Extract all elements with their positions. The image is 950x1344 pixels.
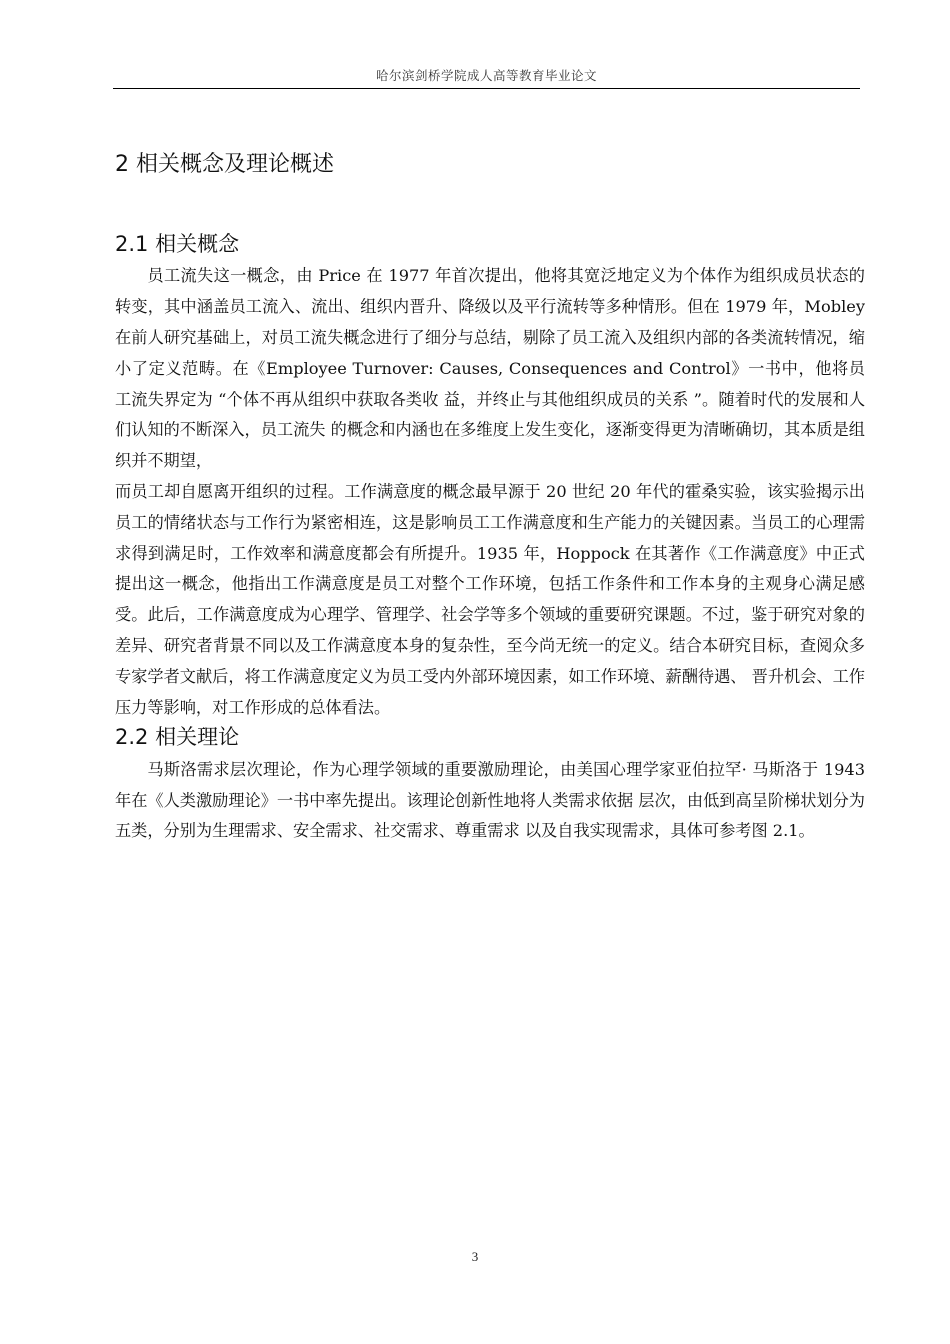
section-2-1-title: 2.1 相关概念 (115, 232, 240, 256)
running-header: 哈尔滨剑桥学院成人高等教育毕业论文 (375, 68, 597, 83)
page-body (115, 150, 865, 847)
chapter-title: 2 相关概念及理论概述 (115, 152, 334, 177)
section-2-2-paragraph-1: 马斯洛需求层次理论，作为心理学领域的重要激励理论，由美国心理学家亚伯拉罕· 马斯洛于 1943 年在《人类激励理论》一书中率先提出。该理论创新性地将人类需求依据 层次，由低到高呈阶梯状划分为五类，分别为生理需求、安全需求、社交需求、尊重需求 以及自我实现需求，具体可参考图 2.1。 (115, 759, 865, 841)
section-2-2-title: 2.2 相关理论 (115, 725, 240, 750)
section-2-1-paragraph-2: 而员工却自愿离开组织的过程。工作满意度的概念最早源于 20 世纪 20 年代的霍桑实验，该实验揭示出员工的情绪状态与工作行为紧密相连，这是影响员工工作满意度和生产能力的关键因素。当员工的心理需求得到满足时，工作效率和满意度都会有所提升。1935 年，Hoppock 在其著作《工作满意度》中正式提出这一概念，他指出工作满意度是员工对整个工作环境，包括工作条件和工作本身的主观身心满足感受。此后，工作满意度成为心理学、管理学、社会学等多个领域的重要研究课题。不过，鉴于研究对象的差异、研究者背景不同以及工作满意度本身的复杂性，至今尚无统一的定义。结合本研究目标，查阅众多专家学者文献后，将工作满意度定义为员工受内外部环境因素，如工作环境、薪酬待遇、 晋升机会、工作压力等影响，对工作形成的总体看法。 (115, 481, 865, 717)
page-number: 3 (471, 1249, 479, 1264)
section-2-1-paragraph-1: 员工流失这一概念，由 Price 在 1977 年首次提出，他将其宽泛地定义为个体作为组织成员状态的转变，其中涵盖员工流入、流出、组织内晋升、降级以及平行流转等多种情形。但在 1979 年，Mobley 在前人研究基础上，对员工流失概念进行了细分与总结，剔除了员工流入及组织内部的各类流转情况，缩小了定义范畴。在《Employee Turnover: Causes, Consequences and Control》一书中，他将员工流失界定为 “个体不再从组织中获取各类收 益，并终止与其他组织成员的关系 ”。随着时代的发展和人们认知的不断深入，员工流失 的概念和内涵也在多维度上发生变化，逐渐变得更为清晰确切，其本质是组织并不期望， (115, 266, 865, 471)
header-rule (113, 88, 860, 89)
